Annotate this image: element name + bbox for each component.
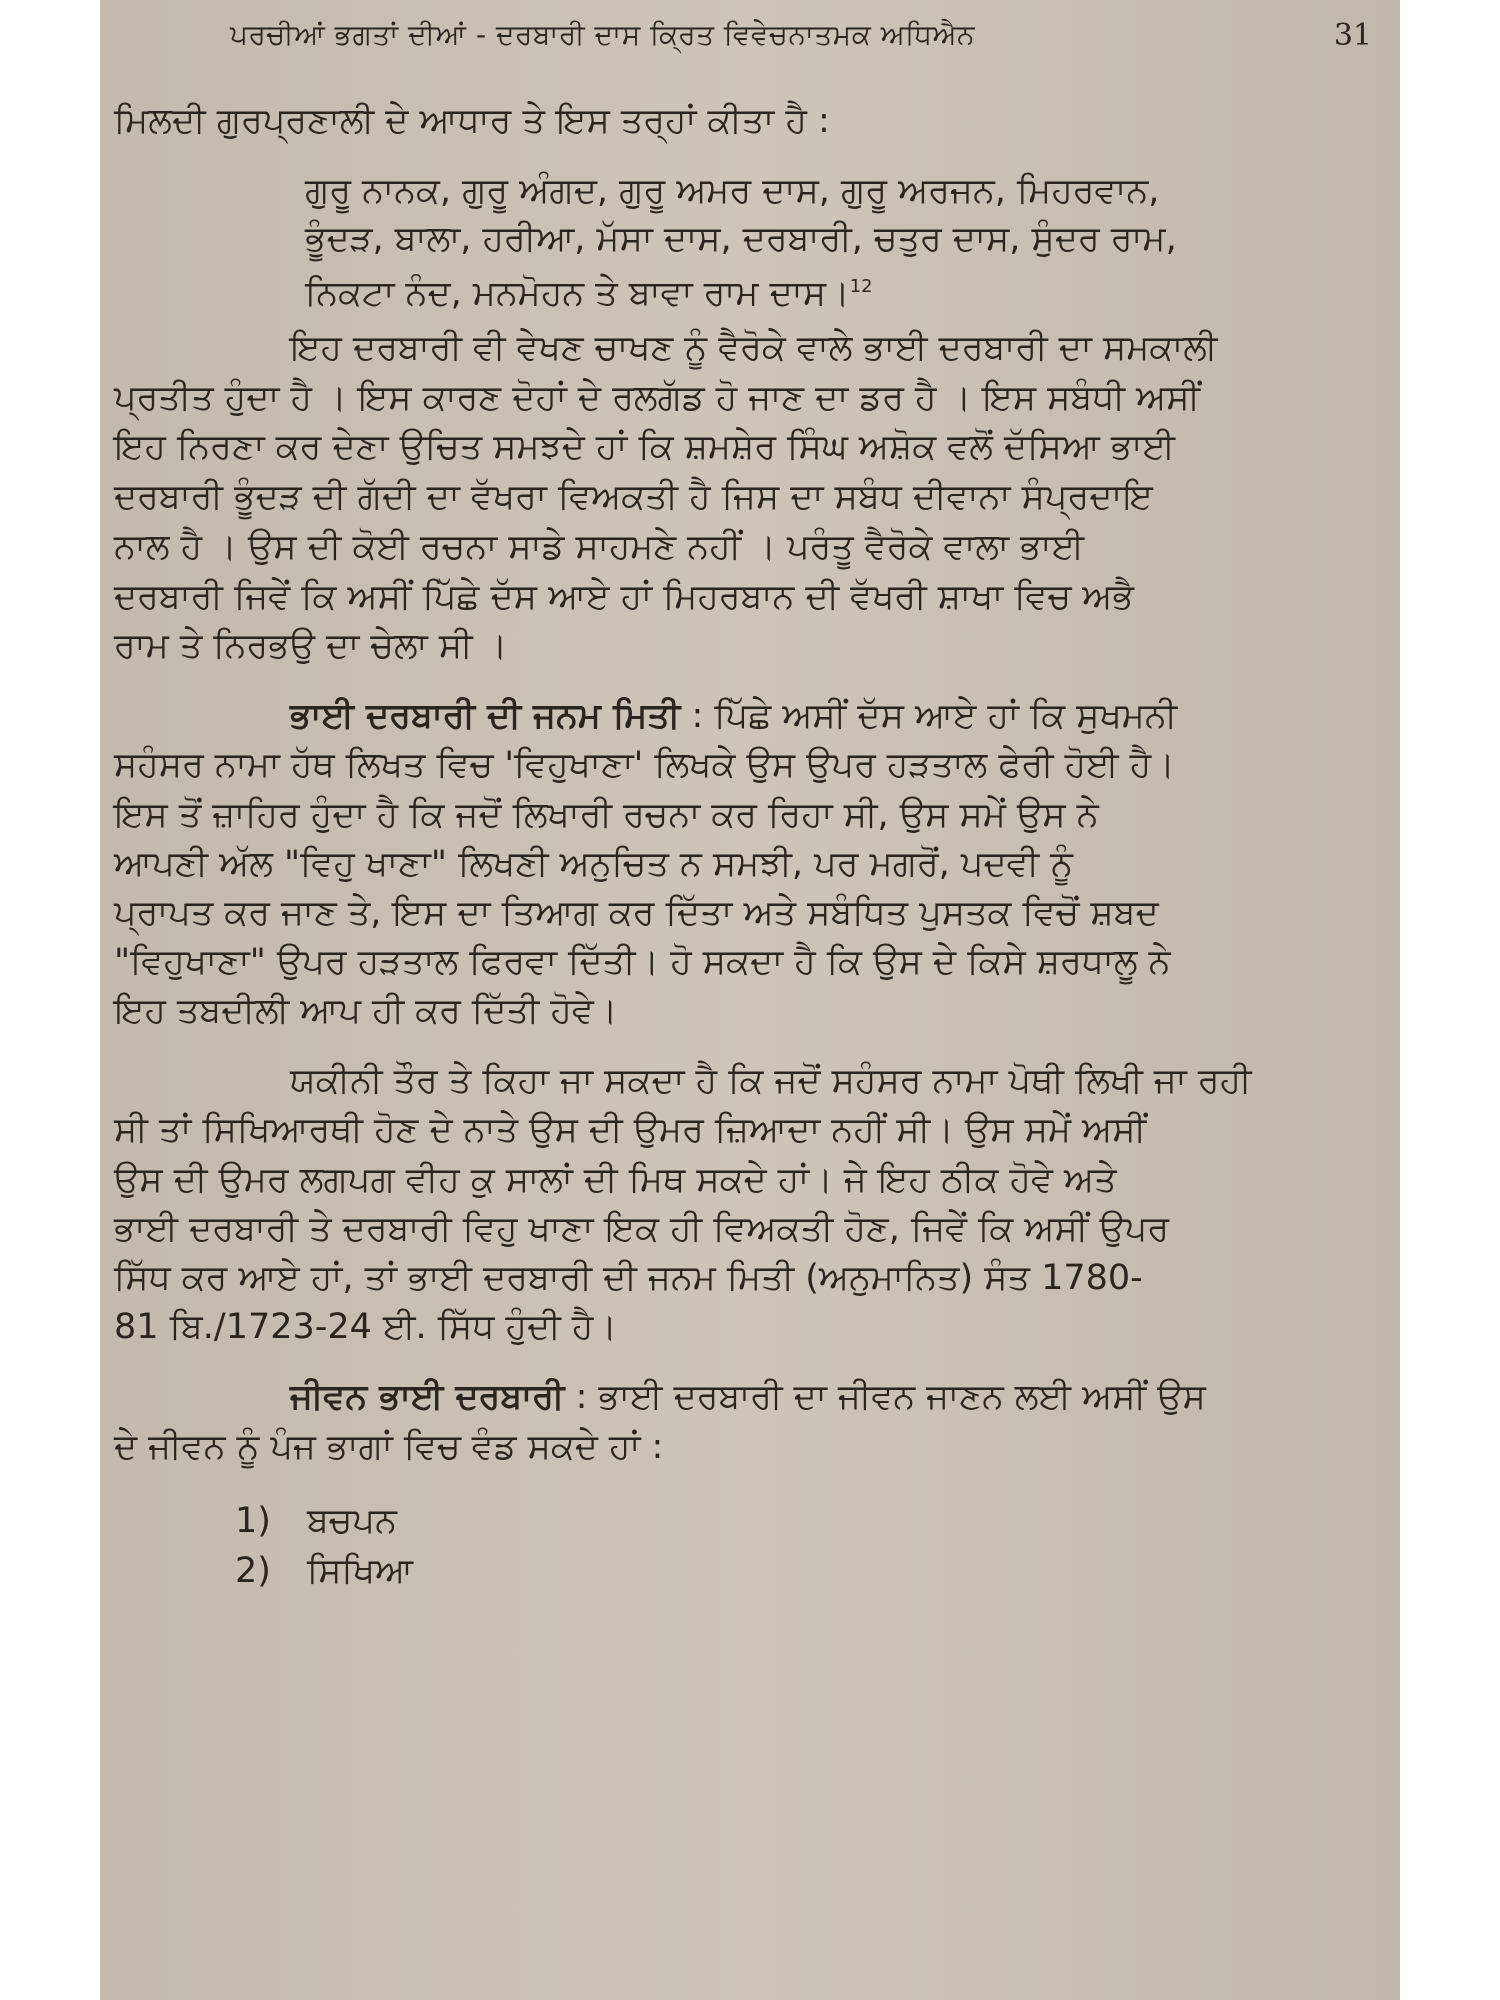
quote-text: ਨਿਕਟਾ ਨੰਦ, ਮਨਮੋਹਨ ਤੇ ਬਾਵਾ ਰਾਮ ਦਾਸ। (305, 273, 850, 314)
paragraph-line: ਪ੍ਰਤੀਤ ਹੁੰਦਾ ਹੈ । ਇਸ ਕਾਰਣ ਦੋਹਾਂ ਦੇ ਰਲਗੱਡ ਹੋ ਜਾਣ ਦਾ ਡਰ ਹੈ । ਇਸ ਸਬੰਧੀ ਅਸੀਂ (114, 378, 1201, 418)
section-text: : ਭਾਈ ਦਰਬਾਰੀ ਦਾ ਜੀਵਨ ਜਾਣਨ ਲਈ ਅਸੀਂ ਉਸ (575, 1377, 1206, 1417)
paragraph-line: ਨਾਲ ਹੈ । ਉਸ ਦੀ ਕੋਈ ਰਚਨਾ ਸਾਡੇ ਸਾਹਮਣੇ ਨਹੀਂ । ਪਰੰਤੂ ਵੈਰੋਕੇ ਵਾਲਾ ਭਾਈ (114, 527, 1085, 567)
paragraph-line: ਭਾਈ ਦਰਬਾਰੀ ਤੇ ਦਰਬਾਰੀ ਵਿਹੁ ਖਾਣਾ ਇਕ ਹੀ ਵਿਅਕਤੀ ਹੋਣ, ਜਿਵੇਂ ਕਿ ਅਸੀਂ ਉਪਰ (114, 1209, 1170, 1249)
quote-line (305, 264, 1385, 317)
paragraph-line: ਪ੍ਰਾਪਤ ਕਰ ਜਾਣ ਤੇ, ਇਸ ਦਾ ਤਿਆਗ ਕਰ ਦਿੱਤਾ ਅਤੇ ਸਬੰਧਿਤ ਪੁਸਤਕ ਵਿਚੋਂ ਸ਼ਬਦ (114, 893, 1159, 933)
list-number: 1) (235, 1501, 271, 1541)
paragraph-line: ਇਹ ਦਰਬਾਰੀ ਵੀ ਵੇਖਣ ਚਾਖਣ ਨੂੰ ਵੈਰੋਕੇ ਵਾਲੇ ਭਾਈ ਦਰਬਾਰੀ ਦਾ ਸਮਕਾਲੀ (290, 328, 1218, 368)
list-number: 2) (235, 1551, 271, 1591)
list-item (235, 1498, 1500, 1544)
list-text: ਸਿਖਿਆ (307, 1551, 414, 1591)
paragraph-line: ਸਹੰਸਰ ਨਾਮਾ ਹੱਥ ਲਿਖਤ ਵਿਚ 'ਵਿਹੁਖਾਣਾ' ਲਿਖਕੇ ਉਸ ਉਪਰ ਹੜਤਾਲ ਫੇਰੀ ਹੋਈ ਹੈ। (114, 745, 1175, 785)
paragraph-line: ਉਸ ਦੀ ਉਮਰ ਲਗਪਗ ਵੀਹ ਕੁ ਸਾਲਾਂ ਦੀ ਮਿਥ ਸਕਦੇ ਹਾਂ। ਜੇ ਇਹ ਠੀਕ ਹੋਵੇ ਅਤੇ (114, 1160, 1117, 1200)
book-page (100, 0, 1400, 2000)
quote-line: ਗੁਰੂ ਨਾਨਕ, ਗੁਰੂ ਅੰਗਦ, ਗੁਰੂ ਅਮਰ ਦਾਸ, ਗੁਰੂ ਅਰਜਨ, ਮਿਹਰਵਾਨ, (305, 171, 1160, 211)
list-item (235, 1548, 1500, 1594)
paragraph-line: ਇਹ ਤਬਦੀਲੀ ਆਪ ਹੀ ਕਰ ਦਿੱਤੀ ਹੋਵੇ। (114, 991, 618, 1031)
running-header: ਪਰਚੀਆਂ ਭਗਤਾਂ ਦੀਆਂ - ਦਰਬਾਰੀ ਦਾਸ ਕ੍ਰਿਤ ਵਿਵੇਚਨਾਤਮਕ ਅਧਿਐਨ (230, 18, 975, 51)
paragraph-line: ਸੀ ਤਾਂ ਸਿਖਿਆਰਥੀ ਹੋਣ ਦੇ ਨਾਤੇ ਉਸ ਦੀ ਉਮਰ ਜ਼ਿਆਦਾ ਨਹੀਂ ਸੀ। ਉਸ ਸਮੇਂ ਅਸੀਂ (114, 1110, 1147, 1150)
paragraph-line: ਰਾਮ ਤੇ ਨਿਰਭਉ ਦਾ ਚੇਲਾ ਸੀ । (114, 626, 508, 666)
paragraph-line: ਯਕੀਨੀ ਤੌਰ ਤੇ ਕਿਹਾ ਜਾ ਸਕਦਾ ਹੈ ਕਿ ਜਦੋਂ ਸਹੰਸਰ ਨਾਮਾ ਪੋਥੀ ਲਿਖੀ ਜਾ ਰਹੀ (290, 1061, 1252, 1101)
paragraph-line: 81 ਬਿ./1723-24 ਈ. ਸਿੱਧ ਹੁੰਦੀ ਹੈ। (114, 1307, 617, 1347)
footnote-ref: 12 (849, 276, 873, 297)
paragraph-line: ਸਿੱਧ ਕਰ ਆਏ ਹਾਂ, ਤਾਂ ਭਾਈ ਦਰਬਾਰੀ ਦੀ ਜਨਮ ਮਿਤੀ (ਅਨੁਮਾਨਿਤ) ਸੰਤ 1780- (114, 1258, 1143, 1298)
list-text: ਬਚਪਨ (307, 1501, 397, 1541)
section-text: : ਪਿੱਛੇ ਅਸੀਂ ਦੱਸ ਆਏ ਹਾਂ ਕਿ ਸੁਖਮਨੀ (691, 696, 1178, 736)
quote-line: ਭੂੰਦੜ, ਬਾਲਾ, ਹਰੀਆ, ਮੱਸਾ ਦਾਸ, ਦਰਬਾਰੀ, ਚਤੁਰ ਦਾਸ, ਸੁੰਦਰ ਰਾਮ, (305, 219, 1177, 259)
intro-line: ਮਿਲਦੀ ਗੁਰਪ੍ਰਣਾਲੀ ਦੇ ਆਧਾਰ ਤੇ ਇਸ ਤਰ੍ਹਾਂ ਕੀਤਾ ਹੈ : (114, 101, 830, 141)
paragraph-line: ਇਹ ਨਿਰਣਾ ਕਰ ਦੇਣਾ ਉਚਿਤ ਸਮਝਦੇ ਹਾਂ ਕਿ ਸ਼ਮਸ਼ੇਰ ਸਿੰਘ ਅਸ਼ੋਕ ਵਲੋਂ ਦੱਸਿਆ ਭਾਈ (114, 427, 1175, 467)
paragraph-line: ਦੇ ਜੀਵਨ ਨੂੰ ਪੰਜ ਭਾਗਾਂ ਵਿਚ ਵੰਡ ਸਕਦੇ ਹਾਂ : (114, 1427, 664, 1467)
page-number: 31 (1333, 18, 1372, 53)
section-first-line (290, 1374, 1390, 1420)
section-heading-life: ਜੀਵਨ ਭਾਈ ਦਰਬਾਰੀ (290, 1377, 565, 1417)
section-first-line (290, 693, 1390, 739)
paragraph-line: "ਵਿਹੁਖਾਣਾ" ਉਪਰ ਹੜਤਾਲ ਫਿਰਵਾ ਦਿੱਤੀ। ਹੋ ਸਕਦਾ ਹੈ ਕਿ ਉਸ ਦੇ ਕਿਸੇ ਸ਼ਰਧਾਲੂ ਨੇ (114, 942, 1171, 982)
paragraph-line: ਦਰਬਾਰੀ ਭੂੰਦੜ ਦੀ ਗੱਦੀ ਦਾ ਵੱਖਰਾ ਵਿਅਕਤੀ ਹੈ ਜਿਸ ਦਾ ਸਬੰਧ ਦੀਵਾਨਾ ਸੰਪ੍ਰਦਾਇ (114, 477, 1153, 517)
section-heading-birth-date: ਭਾਈ ਦਰਬਾਰੀ ਦੀ ਜਨਮ ਮਿਤੀ (290, 696, 681, 736)
paragraph-line: ਦਰਬਾਰੀ ਜਿਵੇਂ ਕਿ ਅਸੀਂ ਪਿੱਛੇ ਦੱਸ ਆਏ ਹਾਂ ਮਿਹਰਬਾਨ ਦੀ ਵੱਖਰੀ ਸ਼ਾਖਾ ਵਿਚ ਅਭੈ (114, 577, 1134, 617)
paragraph-line: ਇਸ ਤੋਂ ਜ਼ਾਹਿਰ ਹੁੰਦਾ ਹੈ ਕਿ ਜਦੋਂ ਲਿਖਾਰੀ ਰਚਨਾ ਕਰ ਰਿਹਾ ਸੀ, ਉਸ ਸਮੇਂ ਉਸ ਨੇ (114, 795, 1099, 835)
paragraph-line: ਆਪਣੀ ਅੱਲ "ਵਿਹੁ ਖਾਣਾ" ਲਿਖਣੀ ਅਨੁਚਿਤ ਨ ਸਮਝੀ, ਪਰ ਮਗਰੋਂ, ਪਦਵੀ ਨੂੰ (114, 844, 1073, 884)
